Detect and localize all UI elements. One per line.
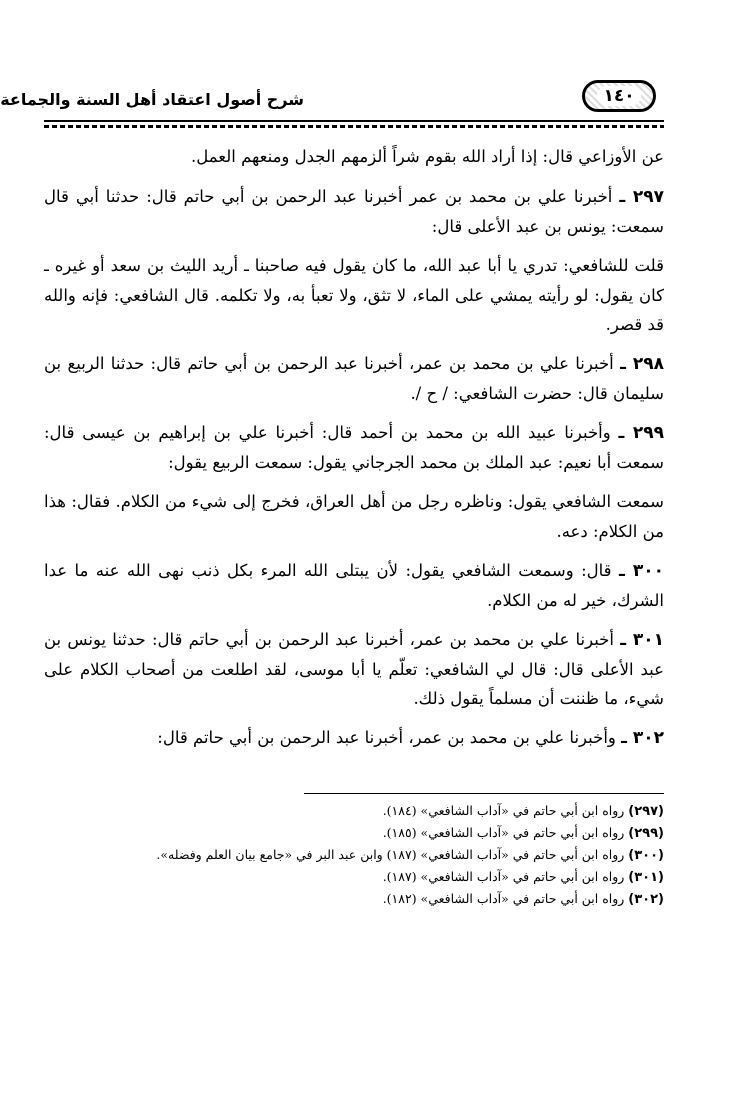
footnote <box>44 822 664 844</box>
footnote-number: (٣٠٢) <box>628 892 664 907</box>
footnote-text: رواه ابن أبي حاتم في «آداب الشافعي» (١٨٥). <box>382 825 625 840</box>
paragraph-text: أخبرنا علي بن محمد بن عمر أخبرنا عبد الرحمن بن أبي حاتم قال: حدثنا أبي قال سمعت: يونس بن عبد الأعلى قال: <box>44 187 664 236</box>
footnote-number: (٣٠٠) <box>628 848 664 863</box>
narration-number: ٣٠٠ ـ <box>618 561 665 581</box>
paragraph <box>44 487 664 546</box>
narration-number: ٢٩٨ ـ <box>620 354 664 374</box>
footnote-number: (٢٩٧) <box>628 804 664 819</box>
paragraph-text: أخبرنا علي بن محمد بن عمر، أخبرنا عبد الرحمن بن أبي حاتم قال: حدثنا يونس بن عبد الأعلى قال: قال لي الشافعي: تعلّم يا أبا موسى، لقد اطلعت من أصحاب الكلام على شيء، ما ظننت أن مسلماً يقول ذلك. <box>44 630 664 708</box>
footnote-text: رواه ابن أبي حاتم في «آداب الشافعي» (١٨٢). <box>382 891 625 906</box>
footnotes-section <box>44 763 664 910</box>
page-number-badge <box>582 80 656 112</box>
footnote-text: رواه ابن أبي حاتم في «آداب الشافعي» (١٨٤). <box>382 803 625 818</box>
paragraph <box>44 418 664 477</box>
footnote-text: رواه ابن أبي حاتم في «آداب الشافعي» (١٨٧). <box>382 869 625 884</box>
paragraph-text: قال: وسمعت الشافعي يقول: لأن يبتلى الله المرء بكل ذنب نهى الله عنه ما عدا الشرك، خير له من الكلام. <box>44 561 664 610</box>
footnote <box>44 888 664 910</box>
running-title: شرح أصول اعتقاد أهل السنة والجماعة <box>0 90 304 109</box>
paragraph <box>44 251 664 339</box>
narration-number: ٣٠١ ـ <box>620 630 665 650</box>
footnote <box>44 844 664 866</box>
paragraph-text: وأخبرنا علي بن محمد بن عمر، أخبرنا عبد الرحمن بن أبي حاتم قال: <box>157 728 616 747</box>
paragraph <box>44 723 664 753</box>
paragraph <box>44 142 664 172</box>
paragraph-text: سمعت الشافعي يقول: وناظره رجل من أهل العراق، فخرج إلى شيء من الكلام. فقال: هذا من الكلام: دعه. <box>44 492 664 541</box>
narration-number: ٢٩٩ ـ <box>618 423 664 443</box>
header-divider <box>44 120 664 129</box>
narration-number: ٢٩٧ ـ <box>619 187 664 207</box>
footnote <box>44 866 664 888</box>
page-header <box>0 70 664 118</box>
paragraph <box>44 349 664 408</box>
paragraph-text: وأخبرنا عبيد الله بن محمد بن أحمد قال: أخبرنا علي بن إبراهيم بن عيسى قال: سمعت أبا نعيم: عبد الملك بن محمد الجرجاني يقول: سمعت الربيع يقول: <box>44 423 664 472</box>
narration-number: ٣٠٢ ـ <box>621 728 664 748</box>
paragraph <box>44 182 664 241</box>
main-text <box>44 142 664 753</box>
paragraph-text: أخبرنا علي بن محمد بن عمر، أخبرنا عبد الرحمن بن أبي حاتم قال: حدثنا الربيع بن سليمان قال: حضرت الشافعي: / ح /. <box>44 354 664 403</box>
footnote-text: رواه ابن أبي حاتم في «آداب الشافعي» (١٨٧) وابن عبد البر في «جامع بيان العلم وفضله». <box>156 847 625 862</box>
paragraph <box>44 625 664 713</box>
footnote-number: (٢٩٩) <box>628 826 664 841</box>
paragraph-text: قلت للشافعي: تدري يا أبا عبد الله، ما كان يقول فيه صاحبنا ـ أريد الليث بن سعد أو غيره ـ كان يقول: لو رأيته يمشي على الماء، لا تثق، ولا تعبأ به، ولا تكلمه. قال الشافعي: فإنه والله قد قصر. <box>44 256 664 334</box>
page-number: ١٤٠ <box>597 86 640 106</box>
footnote-number: (٣٠١) <box>628 870 664 885</box>
footnote <box>44 800 664 822</box>
footnotes-list <box>44 800 664 910</box>
footnote-divider <box>304 793 664 800</box>
paragraph-text: عن الأوزاعي قال: إذا أراد الله بقوم شراً ألزمهم الجدل ومنعهم العمل. <box>190 147 664 166</box>
paragraph <box>44 556 664 615</box>
book-page <box>0 70 665 910</box>
